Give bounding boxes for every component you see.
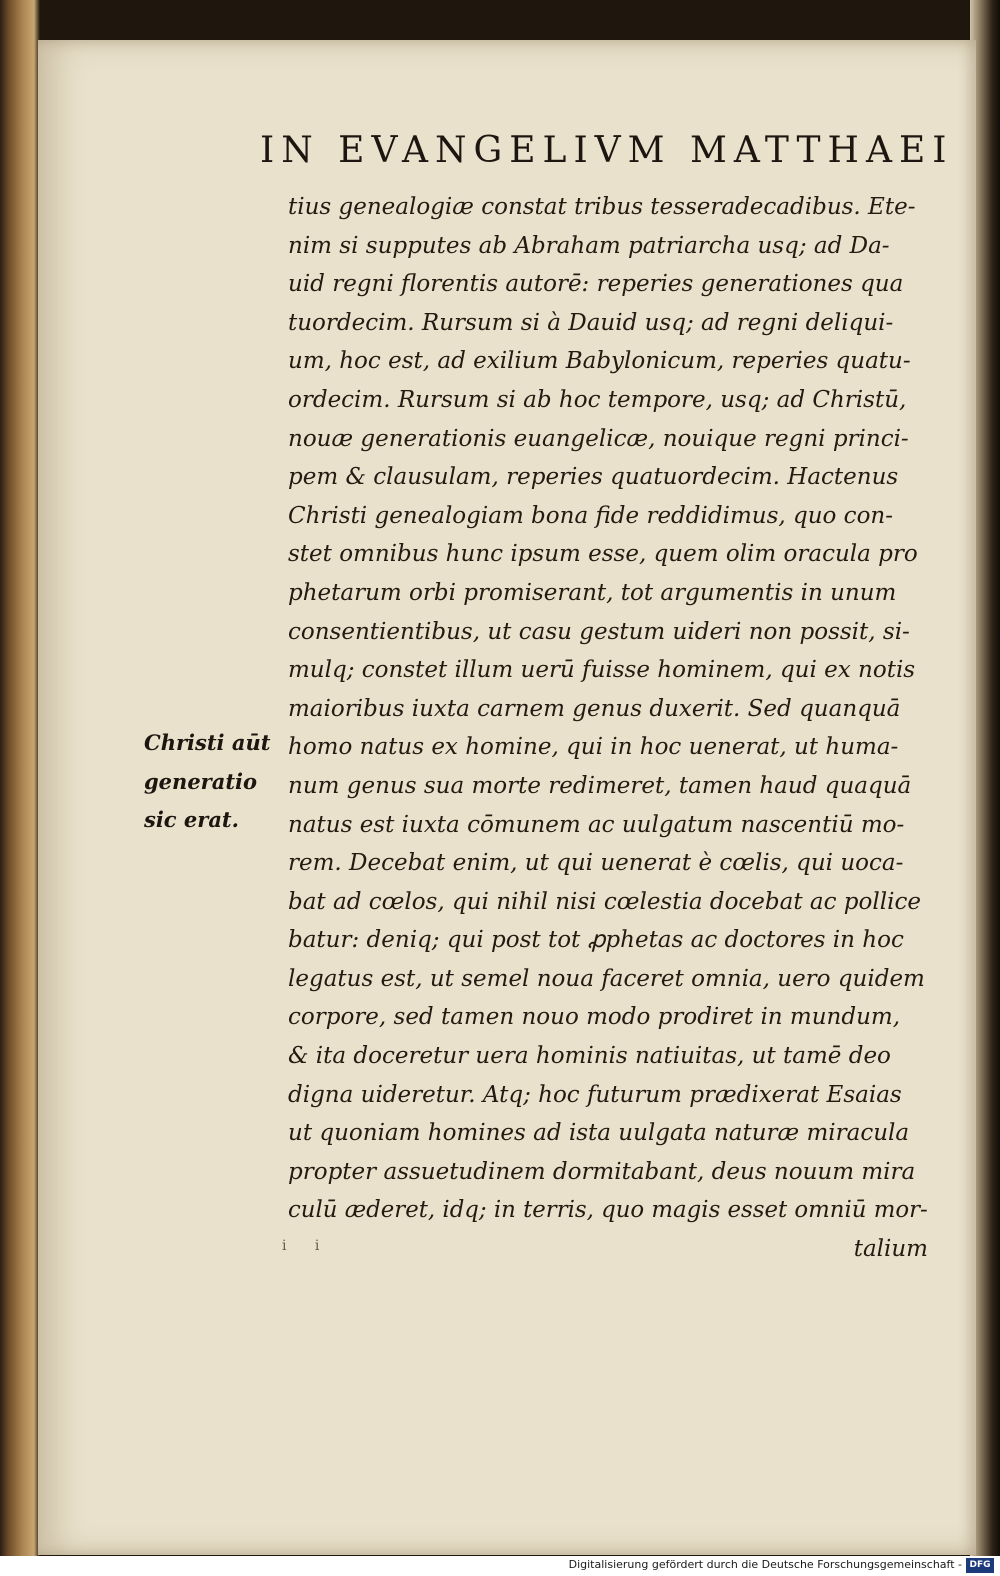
text-line: um, hoc est, ad exilium Babylonicum, reperies quatu- (288, 348, 911, 375)
text-line: digna uideretur. Atq; hoc futurum prædixerat Esaias (288, 1081, 902, 1108)
text-line: & ita doceretur uera hominis natiuitas, ut tamē deo (288, 1043, 891, 1070)
text-line: maioribus iuxta carnem genus duxerit. Sed quanquā (288, 695, 901, 722)
text-line: legatus est, ut semel noua faceret omnia, uero quidem (288, 965, 925, 992)
text-line: stet omnibus hunc ipsum esse, quem olim oracula pro (288, 541, 918, 568)
text-line: rem. Decebat enim, ut qui uenerat è cœlis, qui uoca- (288, 850, 904, 877)
body-text (288, 188, 928, 1269)
marginal-line: sic erat. (144, 807, 239, 833)
marginal-line: generatio (144, 768, 258, 794)
text-line: tuordecim. Rursum si à Dauid usq; ad regni deliqui- (288, 309, 894, 336)
text-line: Christi genealogiam bona fide reddidimus, quo con- (288, 502, 893, 529)
catchword: talium (853, 1236, 928, 1263)
text-line: ordecim. Rursum si ab hoc tempore, usq; ad Christū, (288, 386, 907, 413)
running-head: IN EVANGELIVM MATTHAEI (260, 130, 954, 171)
text-line: corpore, sed tamen nouo modo prodiret in mundum, (288, 1004, 901, 1031)
text-line: natus est iuxta cōmunem ac uulgatum nascentiū mo- (288, 811, 905, 838)
text-line: uid regni florentis autorē: reperies generationes qua (288, 271, 904, 298)
text-line: propter assuetudinem dormitabant, deus nouum mira (288, 1158, 916, 1185)
text-line: nouæ generationis euangelicæ, nouique regni princi- (288, 425, 909, 452)
footer-credit: Digitalisierung gefördert durch die Deutsche Forschungsgemeinschaft - (568, 1558, 962, 1571)
text-line: ut quoniam homines ad ista uulgata naturæ miracula (288, 1120, 910, 1147)
text-line: phetarum orbi promiserant, tot argumentis in unum (288, 579, 897, 606)
text-line: num genus sua morte redimeret, tamen haud quaquā (288, 772, 912, 799)
text-line: nim si supputes ab Abraham patriarcha usq; ad Da- (288, 232, 890, 259)
stray-marks: i i (282, 1238, 332, 1254)
text-line: tius genealogiæ constat tribus tesseradecadibus. Ete- (288, 194, 916, 220)
text-line: batur: deniq; qui post tot ꝓphetas ac doctores in hoc (288, 927, 904, 954)
text-line: pem & clausulam, reperies quatuordecim. Hactenus (288, 464, 899, 491)
text-line: bat ad cœlos, qui nihil nisi cœlestia docebat ac pollice (288, 888, 921, 915)
text-line: mulq; constet illum uerū fuisse hominem, qui ex notis (288, 657, 916, 684)
text-line: consentientibus, ut casu gestum uideri non possit, si- (288, 618, 910, 645)
text-line: culū æderet, idq; in terris, quo magis esset omniū mor- (288, 1197, 928, 1224)
footer-bar (0, 1556, 1000, 1576)
dfg-logo: DFG (966, 1558, 994, 1573)
marginal-note (144, 724, 284, 840)
text-line: homo natus ex homine, qui in hoc uenerat, ut huma- (288, 734, 899, 761)
marginal-line: Christi aūt (144, 730, 271, 755)
